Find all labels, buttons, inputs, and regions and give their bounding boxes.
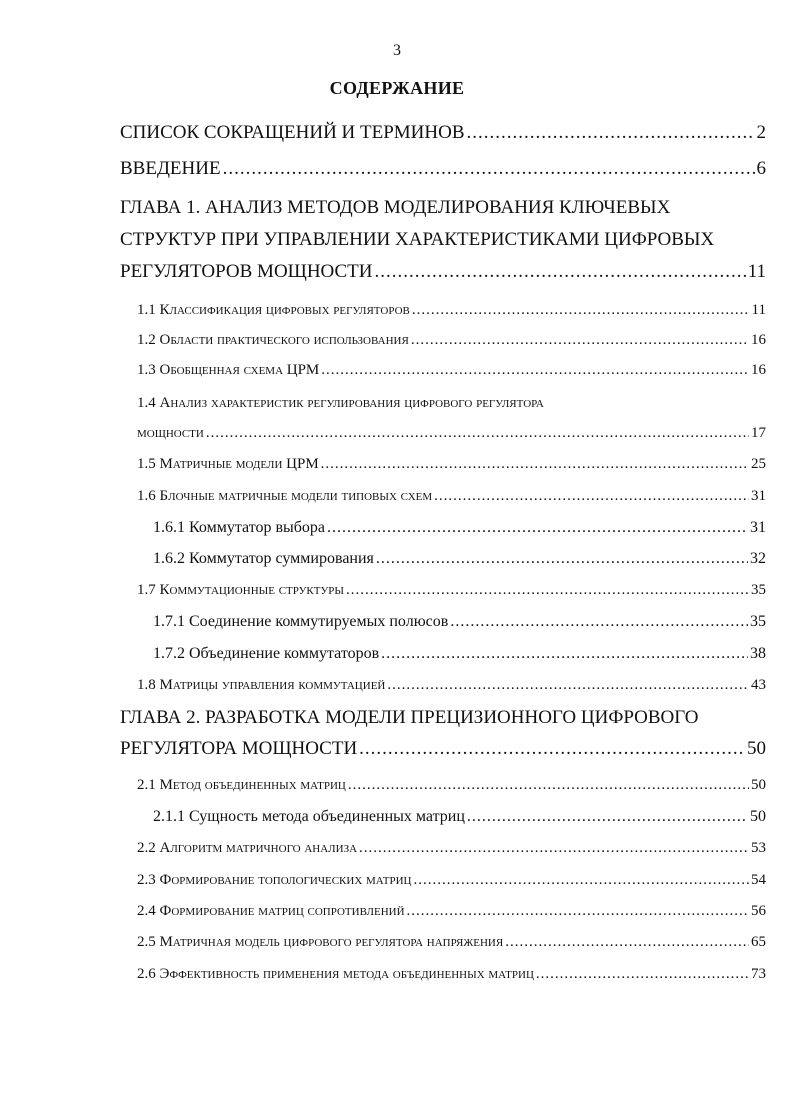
toc-entry-page: 2 [756,122,766,143]
toc-entry-title: РЕГУЛЯТОРОВ МОЩНОСТИ [120,261,373,282]
toc-entry [137,302,766,319]
toc-entry [137,840,766,857]
dot-leader [346,582,749,599]
toc-entry-page: 53 [751,840,766,856]
dot-leader [359,840,749,857]
toc-entry-page: 56 [751,903,766,919]
toc-entry-page: 50 [751,777,766,793]
toc-entry-title: РЕГУЛЯТОРА МОЩНОСТИ [120,738,358,759]
toc-entry-title: 1.7.1 Соединение коммутируемых полюсов [153,613,449,630]
toc-entry-page: 6 [756,158,766,179]
toc-entry-page: 16 [751,362,766,378]
toc-entry-page: 54 [751,872,766,888]
toc-entry [137,677,766,694]
toc-entry [153,519,766,537]
toc-entry-title: 2.1.1 Сущность метода объединенных матриц [153,808,465,825]
toc-entry [120,122,766,144]
dot-leader [434,488,749,505]
toc-entry [137,362,766,379]
dot-leader [375,261,746,283]
section-heading-line: 1.4 Анализ характеристик регулирования цифрового регулятора [137,395,544,411]
dot-leader [376,550,748,568]
toc-entry-page: 35 [750,613,766,630]
toc-entry-title: 2.1 Метод объединенных матриц [137,777,346,793]
toc-entry-title: 1.2 Области практического использования [137,332,409,348]
toc-entry [137,903,766,920]
toc-entry-page: 50 [747,738,766,759]
toc-entry [137,934,766,951]
dot-leader [411,332,749,349]
toc-entry-page: 16 [751,332,766,348]
toc-entry [137,425,766,442]
toc-entry [137,456,766,473]
dot-leader [450,613,748,631]
toc-entry [137,488,766,505]
dot-leader [467,808,748,826]
toc-entry-page: 38 [750,645,766,662]
dot-leader [223,158,755,180]
dot-leader [414,872,749,889]
toc-entry-title: 2.3 Формирование топологических матриц [137,872,412,888]
toc-entry-title: 1.6.2 Коммутатор суммирования [153,550,374,567]
toc-entry-page: 11 [751,302,766,318]
dot-leader [321,362,749,379]
dot-leader [381,645,748,663]
dot-leader [467,122,755,144]
toc-entry-title: 1.8 Матрицы управления коммутацией [137,677,386,693]
toc-entry-page: 73 [751,966,766,982]
toc-entry-title: СПИСОК СОКРАЩЕНИЙ И ТЕРМИНОВ [120,122,465,143]
toc-entry-page: 11 [747,261,766,282]
dot-leader [412,302,750,319]
dot-leader [536,966,749,983]
toc-entry-page: 65 [751,934,766,950]
dot-leader [348,777,749,794]
toc-entry [120,261,766,283]
toc-entry-title: 2.5 Матричная модель цифрового регулятора напряжения [137,934,504,950]
toc-entry-page: 31 [751,488,766,504]
toc-entry [120,738,766,760]
toc-entry-page: 25 [751,456,766,472]
toc-entry [137,872,766,889]
toc-entry-title: 1.6 Блочные матричные модели типовых схем [137,488,433,504]
toc-entry [153,808,766,826]
toc-entry [137,582,766,599]
toc-entry-page: 17 [751,425,766,441]
toc-entry-page: 32 [750,550,766,567]
dot-leader [327,519,748,537]
toc-entry-title: 1.1 Классификация цифровых регуляторов [137,302,410,318]
toc-entry-title: 2.6 Эффективность применения метода объединенных матриц [137,966,534,982]
toc-entry-page: 35 [751,582,766,598]
dot-leader [359,738,745,760]
toc-entry [137,332,766,349]
page-title: СОДЕРЖАНИЕ [329,78,465,98]
page-number: 3 [393,42,401,59]
chapter-heading-line: ГЛАВА 2. РАЗРАБОТКА МОДЕЛИ ПРЕЦИЗИОННОГО ЦИФРОВОГО [120,707,699,728]
toc-entry-title: ВВЕДЕНИЕ [120,158,221,179]
toc-entry-page: 50 [750,808,766,825]
dot-leader [505,934,749,951]
toc-entry-title: 2.4 Формирование матриц сопротивлений [137,903,405,919]
toc-entry-title: 1.3 Обобщенная схема ЦРМ [137,362,320,378]
toc-entry-title: 1.6.1 Коммутатор выбора [153,519,326,536]
toc-entry [153,613,766,631]
chapter-heading-line: ГЛАВА 1. АНАЛИЗ МЕТОДОВ МОДЕЛИРОВАНИЯ КЛЮЧЕВЫХ [120,197,671,218]
toc-entry-title: мощности [137,425,204,441]
dot-leader [206,425,749,442]
toc-entry-page: 31 [750,519,766,536]
toc-entry-page: 43 [751,677,766,693]
dot-leader [387,677,749,694]
dot-leader [407,903,749,920]
toc-entry [137,966,766,983]
dot-leader [321,456,749,473]
toc-entry [153,645,766,663]
toc-entry [137,777,766,794]
toc-entry [153,550,766,568]
toc-entry-title: 1.7.2 Объединение коммутаторов [153,645,380,662]
chapter-heading-line: СТРУКТУР ПРИ УПРАВЛЕНИИ ХАРАКТЕРИСТИКАМИ ЦИФРОВЫХ [120,229,715,250]
toc-entry-title: 1.5 Матричные модели ЦРМ [137,456,319,472]
toc-entry [120,158,766,180]
toc-entry-title: 2.2 Алгоритм матричного анализа [137,840,358,856]
toc-entry-title: 1.7 Коммутационные структуры [137,582,344,598]
